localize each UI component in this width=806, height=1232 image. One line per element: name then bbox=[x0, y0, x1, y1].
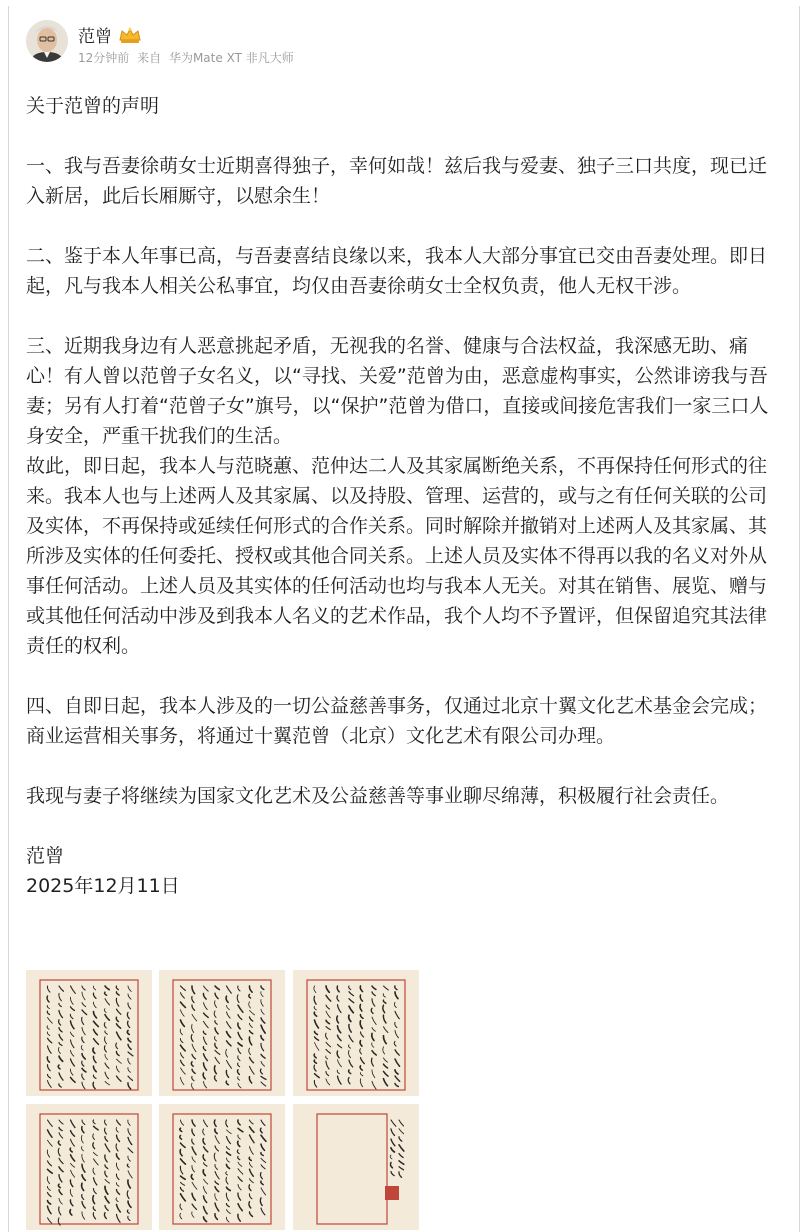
author-name[interactable]: 范曾 bbox=[78, 27, 112, 47]
verified-crown-icon bbox=[118, 26, 142, 44]
statement-paragraph-5: 四、自即日起，我本人涉及的一切公益慈善事务，仅通过北京十翼文化艺术基金会完成；商业运营相关事务，将通过十翼范曾（北京）文化艺术有限公司办理。 bbox=[26, 695, 768, 747]
statement-title: 关于范曾的声明 bbox=[26, 95, 160, 117]
letter-image-6[interactable] bbox=[293, 1104, 419, 1230]
image-grid bbox=[26, 970, 422, 1232]
letter-image-5[interactable] bbox=[159, 1104, 285, 1230]
post-meta bbox=[78, 49, 298, 66]
letter-image-2[interactable] bbox=[159, 970, 285, 1096]
statement-paragraph-3: 三、近期我身边有人恶意挑起矛盾，无视我的名誉、健康与合法权益，我深感无助、痛心！有人曾以范曾子女名义，以“寻找、关爱”范曾为由，恶意虚构事实，公然诽谤我与吾妻；另有人打着“范曾子女”旗号，以“保护”范曾为借口，直接或间接危害我们一家三口人身安全，严重干扰我们的生活。 bbox=[26, 335, 769, 447]
statement-paragraph-6: 我现与妻子将继续为国家文化艺术及公益慈善等事业聊尽绵薄，积极履行社会责任。 bbox=[26, 785, 730, 807]
statement-paragraph-4: 故此，即日起，我本人与范晓蕙、范仲达二人及其家属断绝关系，不再保持任何形式的往来。我本人也与上述两人及其家属、以及持股、管理、运营的，或与之有任何关联的公司及实体，不再保持或延续任何形式的合作关系。同时解除并撤销对上述两人及其家属、其所涉及实体的任何委托、授权或其他合同关系。上述人员及实体不得再以我的名义对外从事任何活动。上述人员及其实体的任何活动也均与我本人无关。对其在销售、展览、赠与或其他任何活动中涉及到我本人名义的艺术作品，我个人均不予置评，但保留追究其法律责任的权利。 bbox=[26, 455, 768, 657]
post-device[interactable]: 华为Mate XT 非凡大师 bbox=[168, 51, 294, 65]
letter-image-3[interactable] bbox=[293, 970, 419, 1096]
post-body bbox=[26, 91, 774, 901]
statement-paragraph-1: 一、我与吾妻徐萌女士近期喜得独子，幸何如哉！兹后我与爱妻、独子三口共度，现已迁入新居，此后长厢厮守，以慰余生！ bbox=[26, 155, 768, 207]
post-time: 12分钟前 bbox=[78, 51, 130, 65]
letter-image-4[interactable] bbox=[26, 1104, 152, 1230]
avatar[interactable] bbox=[26, 20, 68, 62]
statement-paragraph-2: 二、鉴于本人年事已高，与吾妻喜结良缘以来，我本人大部分事宜已交由吾妻处理。即日起，凡与我本人相关公私事宜，均仅由吾妻徐萌女士全权负责，他人无权干涉。 bbox=[26, 245, 768, 297]
statement-date: 2025年12月11日 bbox=[26, 875, 180, 897]
statement-signature: 范曾 bbox=[26, 845, 65, 867]
post-source-prefix: 来自 bbox=[137, 51, 162, 65]
letter-image-1[interactable] bbox=[26, 970, 152, 1096]
